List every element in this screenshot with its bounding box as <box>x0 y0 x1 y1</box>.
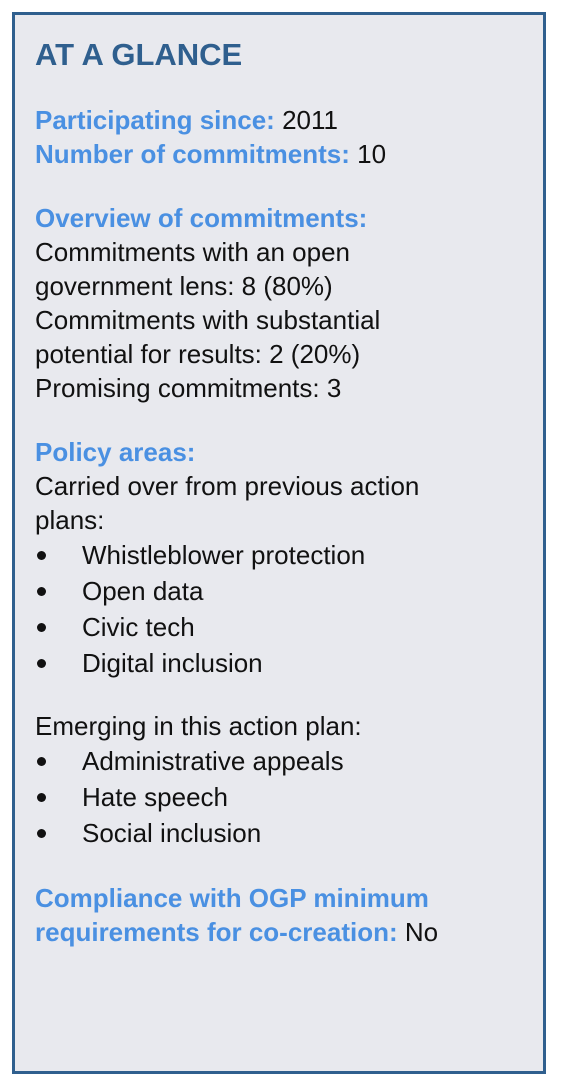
list-item-text: Civic tech <box>82 612 195 642</box>
list-item <box>35 645 523 681</box>
list-item-text: Hate speech <box>82 782 228 812</box>
participating-value: 2011 <box>274 105 338 135</box>
list-item-text: Whistleblower protection <box>82 540 366 570</box>
overview-line: government lens: 8 (80%) <box>35 271 333 301</box>
policy-label: Policy areas: <box>35 437 196 467</box>
commitments-label: Number of commitments: <box>35 139 350 169</box>
bullet-icon <box>37 623 46 632</box>
bullet-icon <box>37 757 46 766</box>
carried-list <box>35 537 523 681</box>
list-item-text: Administrative appeals <box>82 746 344 776</box>
compliance-label-line2: requirements for co-creation: <box>35 917 398 947</box>
emerging-intro: Emerging in this action plan: <box>35 711 362 741</box>
carried-intro-line: Carried over from previous action <box>35 471 420 501</box>
overview-line: Commitments with substantial <box>35 305 381 335</box>
list-item-text: Open data <box>82 576 204 606</box>
commitments-row <box>35 137 523 171</box>
compliance-row <box>35 915 523 949</box>
participating-row <box>35 103 523 137</box>
list-item <box>35 815 523 851</box>
bullet-icon <box>37 551 46 560</box>
list-item <box>35 609 523 645</box>
bullet-icon <box>37 659 46 668</box>
carried-intro-line: plans: <box>35 505 105 535</box>
policy-section <box>35 435 523 851</box>
list-item <box>35 537 523 573</box>
overview-line: Promising commitments: 3 <box>35 373 342 403</box>
commitments-value: 10 <box>349 139 387 169</box>
bullet-icon <box>37 587 46 596</box>
overview-section <box>35 201 523 405</box>
emerging-list <box>35 743 523 851</box>
list-item <box>35 779 523 815</box>
compliance-value: No <box>397 917 439 947</box>
list-item <box>35 743 523 779</box>
list-item <box>35 573 523 609</box>
compliance-label-line1: Compliance with OGP minimum <box>35 883 429 913</box>
list-item-text: Digital inclusion <box>82 648 263 678</box>
at-a-glance-box <box>12 12 546 1074</box>
compliance-section <box>35 881 523 949</box>
overview-label: Overview of commitments: <box>35 203 368 233</box>
box-title: AT A GLANCE <box>35 37 243 72</box>
overview-line: potential for results: 2 (20%) <box>35 339 361 369</box>
overview-line: Commitments with an open <box>35 237 351 267</box>
list-item-text: Social inclusion <box>82 818 262 848</box>
participating-label: Participating since: <box>35 105 275 135</box>
summary-section <box>35 103 523 171</box>
bullet-icon <box>37 829 46 838</box>
bullet-icon <box>37 793 46 802</box>
